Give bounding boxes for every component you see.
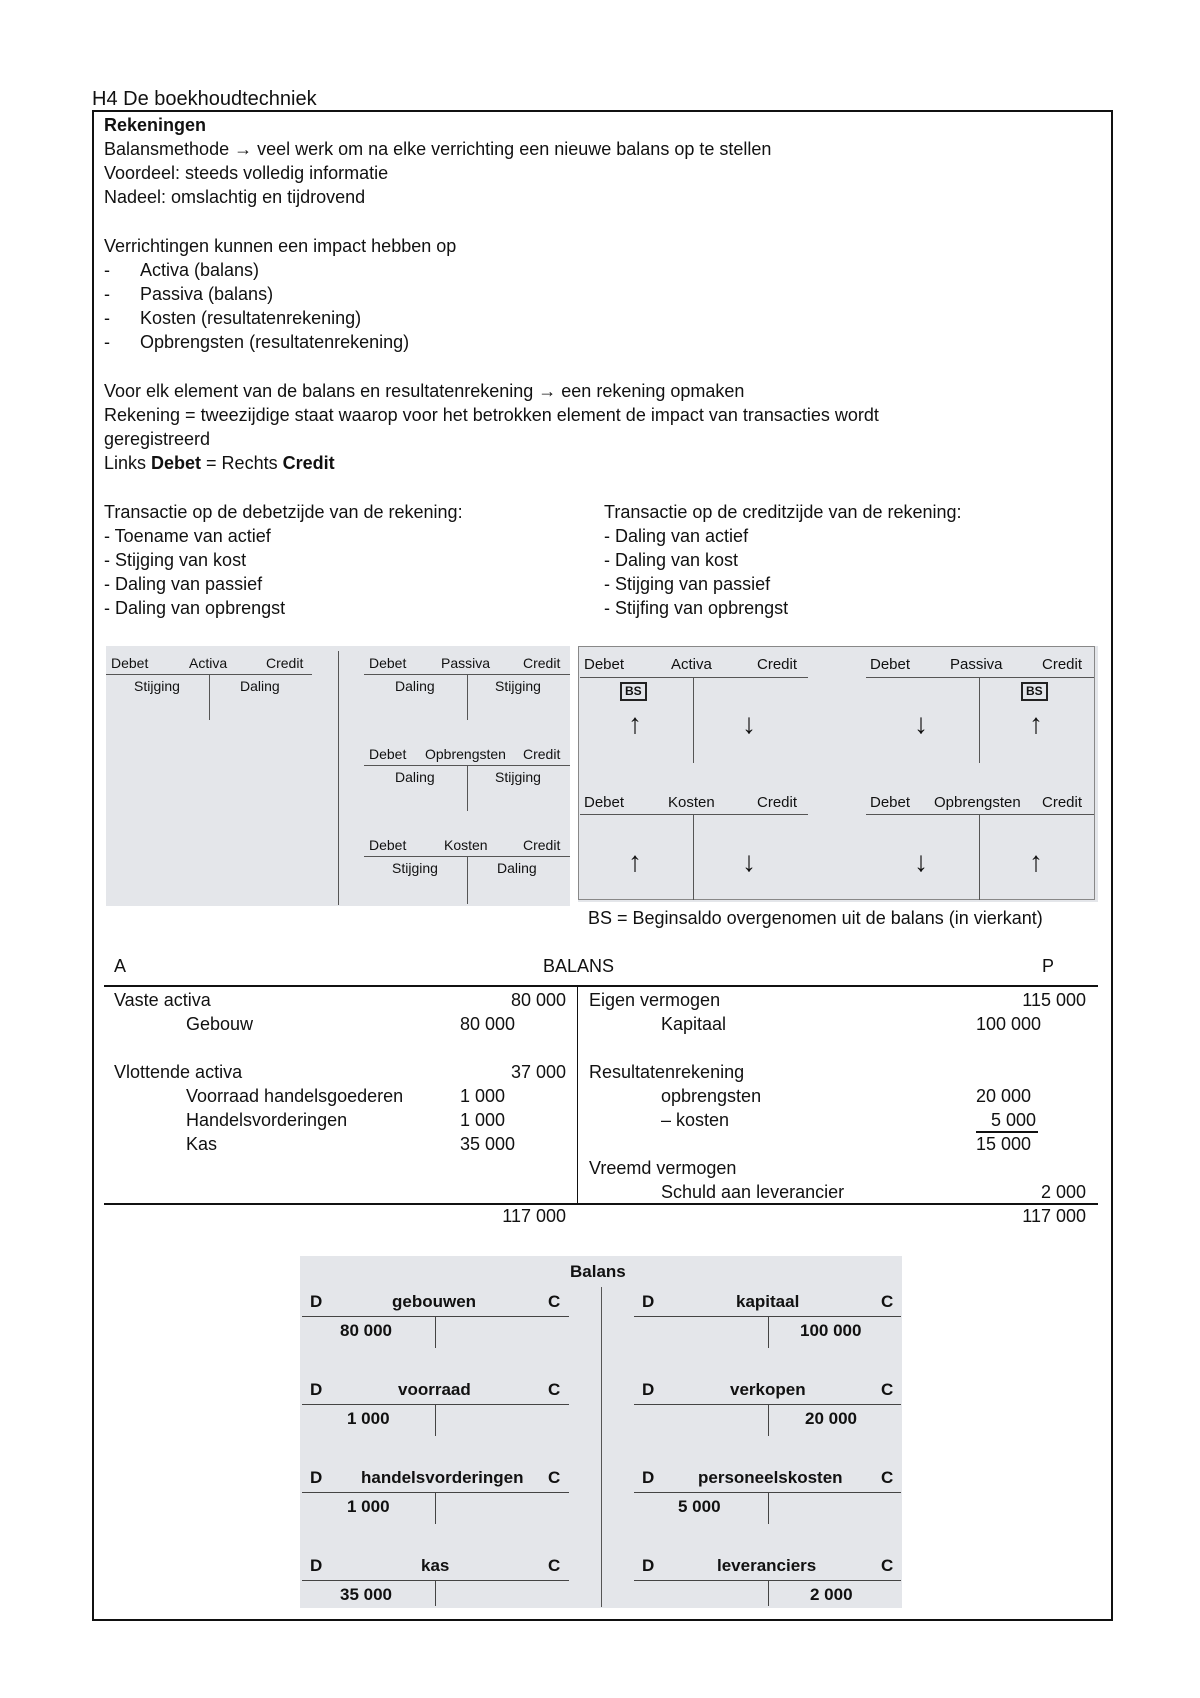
t-label-stijging: Stijging <box>495 769 541 785</box>
total-right: 117 000 <box>1022 1206 1086 1226</box>
debet-col-title: Transactie op de debetzijde van de rekening: <box>104 502 463 522</box>
arrow-up-icon: ↑ <box>1029 846 1043 877</box>
vlottende-activa: Vlottende activa <box>114 1062 243 1082</box>
ledger-value: 2 000 <box>810 1585 853 1604</box>
rek-line: Rekening = tweezijdige staat waarop voor het betrokken element de impact van transacties wordt <box>104 405 879 425</box>
t-label-stijging: Stijging <box>134 678 180 694</box>
ledger-c-label: C <box>548 1292 561 1311</box>
ledger-value: 20 000 <box>805 1409 857 1428</box>
resultatenrekening: Resultatenrekening <box>589 1062 745 1082</box>
ledger-d-label: D <box>310 1468 323 1487</box>
impact-title: Verrichtingen kunnen een impact hebben op <box>104 236 457 256</box>
credit-col-item: - Daling van kost <box>604 550 739 570</box>
credit-col-title: Transactie op de creditzijde van de rekening: <box>604 502 962 522</box>
debet-col-item: - Daling van opbrengst <box>104 598 286 618</box>
t-label-passiva: Passiva <box>950 656 1003 673</box>
ledger-account-name: gebouwen <box>392 1292 477 1311</box>
ledger-d-label: D <box>310 1380 323 1399</box>
t-label-opbrengsten: Opbrengsten <box>934 794 1021 811</box>
debet-col-item: - Daling van passief <box>104 574 263 594</box>
page-title: H4 De boekhoudtechniek <box>92 88 317 110</box>
bs-box: BS <box>1021 682 1048 701</box>
ledger-d-label: D <box>642 1292 655 1311</box>
kosten: – kosten <box>661 1110 730 1130</box>
total-left: 117 000 <box>502 1206 566 1226</box>
t-label-activa: Activa <box>189 655 228 671</box>
bs-box: BS <box>620 682 647 701</box>
t-label-debet: Debet <box>111 655 149 671</box>
t-label-debet: Debet <box>584 794 625 811</box>
section-heading: Rekeningen <box>104 115 207 135</box>
vaste-activa: Vaste activa <box>114 990 211 1010</box>
vaste-activa-total: 80 000 <box>510 990 566 1010</box>
ledger-c-label: C <box>881 1380 894 1399</box>
intro-line: Voordeel: steeds volledig informatie <box>104 163 389 183</box>
t-label-stijging: Stijging <box>392 860 438 876</box>
t-label-debet: Debet <box>870 794 911 811</box>
intro-line: Nadeel: omslachtig en tijdrovend <box>104 187 366 207</box>
t-label-credit: Credit <box>757 656 798 673</box>
ledger-value: 5 000 <box>678 1497 721 1516</box>
impact-item: - Activa (balans) <box>104 260 260 280</box>
t-label-activa: Activa <box>671 656 712 673</box>
arrow-down-icon: ↓ <box>742 708 756 739</box>
t-label-kosten: Kosten <box>444 837 488 853</box>
kas: Kas <box>186 1134 218 1154</box>
ledger-d-label: D <box>642 1380 655 1399</box>
ledger-value: 1 000 <box>347 1497 390 1516</box>
rek-line: Voor elk element van de balans en resultatenrekening → een rekening opmaken <box>104 381 745 401</box>
eigen-vermogen-total: 115 000 <box>1022 990 1086 1010</box>
t-label-credit: Credit <box>1042 656 1083 673</box>
debet-col-item: - Stijging van kost <box>104 550 247 570</box>
ledger-d-label: D <box>310 1556 323 1575</box>
impact-item: - Kosten (resultatenrekening) <box>104 308 362 328</box>
kapitaal: Kapitaal <box>661 1014 727 1034</box>
credit-col-item: - Daling van actief <box>604 526 749 546</box>
ledger-account-name: kapitaal <box>736 1292 800 1311</box>
gebouw-value: 80 000 <box>460 1014 516 1034</box>
balans-left-head: A <box>114 956 127 976</box>
arrow-up-icon: ↑ <box>1029 708 1043 739</box>
credit-col-item: - Stijfing van opbrengst <box>604 598 789 618</box>
eigen-vermogen: Eigen vermogen <box>589 990 721 1010</box>
intro-line: Balansmethode → veel werk om na elke verrichting een nieuwe balans op te stellen <box>104 139 772 159</box>
bs-note: BS = Beginsaldo overgenomen uit de balans (in vierkant) <box>588 908 1043 928</box>
rek-line: geregistreerd <box>104 429 211 449</box>
ledger-value: 1 000 <box>347 1409 390 1428</box>
ledger-d-label: D <box>642 1556 655 1575</box>
debet-col-item: - Toename van actief <box>104 526 271 546</box>
impact-item: - Opbrengsten (resultatenrekening) <box>104 332 410 352</box>
ledger-d-label: D <box>310 1292 323 1311</box>
t-label-kosten: Kosten <box>668 794 715 811</box>
ledger-c-label: C <box>548 1556 561 1575</box>
opbrengsten-value: 20 000 <box>976 1086 1032 1106</box>
result-value: 15 000 <box>976 1134 1032 1154</box>
ledger-c-label: C <box>881 1556 894 1575</box>
ledger-title: Balans <box>570 1262 626 1281</box>
opbrengsten: opbrengsten <box>661 1086 762 1106</box>
voorraad-value: 1 000 <box>460 1086 506 1106</box>
t-label-credit: Credit <box>523 655 561 671</box>
schuld-leverancier: Schuld aan leverancier <box>661 1182 845 1202</box>
ledger-c-label: C <box>881 1468 894 1487</box>
arrow-down-icon: ↓ <box>914 708 928 739</box>
balans-title: BALANS <box>543 956 615 976</box>
balans-right-head: P <box>1042 956 1055 976</box>
voorraad: Voorraad handelsgoederen <box>186 1086 404 1106</box>
t-label-credit: Credit <box>523 837 561 853</box>
ledger-account-name: kas <box>421 1556 450 1575</box>
kapitaal-value: 100 000 <box>976 1014 1042 1034</box>
arrow-down-icon: ↓ <box>742 846 756 877</box>
ledger-value: 100 000 <box>800 1321 862 1340</box>
ledger-value: 80 000 <box>340 1321 392 1340</box>
handelsvorderingen: Handelsvorderingen <box>186 1110 348 1130</box>
t-label-passiva: Passiva <box>441 655 491 671</box>
vlottende-total: 37 000 <box>510 1062 566 1082</box>
ledger-value: 35 000 <box>340 1585 392 1604</box>
arrow-down-icon: ↓ <box>914 846 928 877</box>
t-label-opbrengsten: Opbrengsten <box>425 746 506 762</box>
t-label-daling: Daling <box>395 678 435 694</box>
ledger-account-name: voorraad <box>398 1380 471 1399</box>
arrow-up-icon: ↑ <box>628 708 642 739</box>
ledger-account-name: leveranciers <box>717 1556 817 1575</box>
t-label-daling: Daling <box>497 860 537 876</box>
handelsvorderingen-value: 1 000 <box>460 1110 506 1130</box>
t-label-daling: Daling <box>395 769 435 785</box>
ledger-c-label: C <box>881 1292 894 1311</box>
arrow-up-icon: ↑ <box>628 846 642 877</box>
kas-value: 35 000 <box>460 1134 516 1154</box>
t-label-debet: Debet <box>369 655 407 671</box>
ledger-account-name: handelsvorderingen <box>361 1468 524 1487</box>
t-label-credit: Credit <box>757 794 798 811</box>
t-label-credit: Credit <box>523 746 561 762</box>
t-label-daling: Daling <box>240 678 280 694</box>
t-label-debet: Debet <box>369 746 407 762</box>
ledger-d-label: D <box>642 1468 655 1487</box>
credit-col-item: - Stijging van passief <box>604 574 771 594</box>
t-label-debet: Debet <box>369 837 407 853</box>
ledger-account-name: verkopen <box>730 1380 806 1399</box>
schuld-value: 2 000 <box>1040 1182 1086 1202</box>
t-label-credit: Credit <box>1042 794 1083 811</box>
ledger-account-name: personeelskosten <box>698 1468 843 1487</box>
impact-item: - Passiva (balans) <box>104 284 274 304</box>
t-label-debet: Debet <box>584 656 625 673</box>
t-label-debet: Debet <box>870 656 911 673</box>
links-rechts-line: Links Debet = Rechts Credit <box>104 453 335 473</box>
t-label-stijging: Stijging <box>495 678 541 694</box>
t-label-credit: Credit <box>266 655 304 671</box>
gebouw: Gebouw <box>186 1014 254 1034</box>
ledger-c-label: C <box>548 1468 561 1487</box>
ledger-c-label: C <box>548 1380 561 1399</box>
vreemd-vermogen: Vreemd vermogen <box>589 1158 737 1178</box>
kosten-value: 5 000 <box>990 1110 1036 1130</box>
